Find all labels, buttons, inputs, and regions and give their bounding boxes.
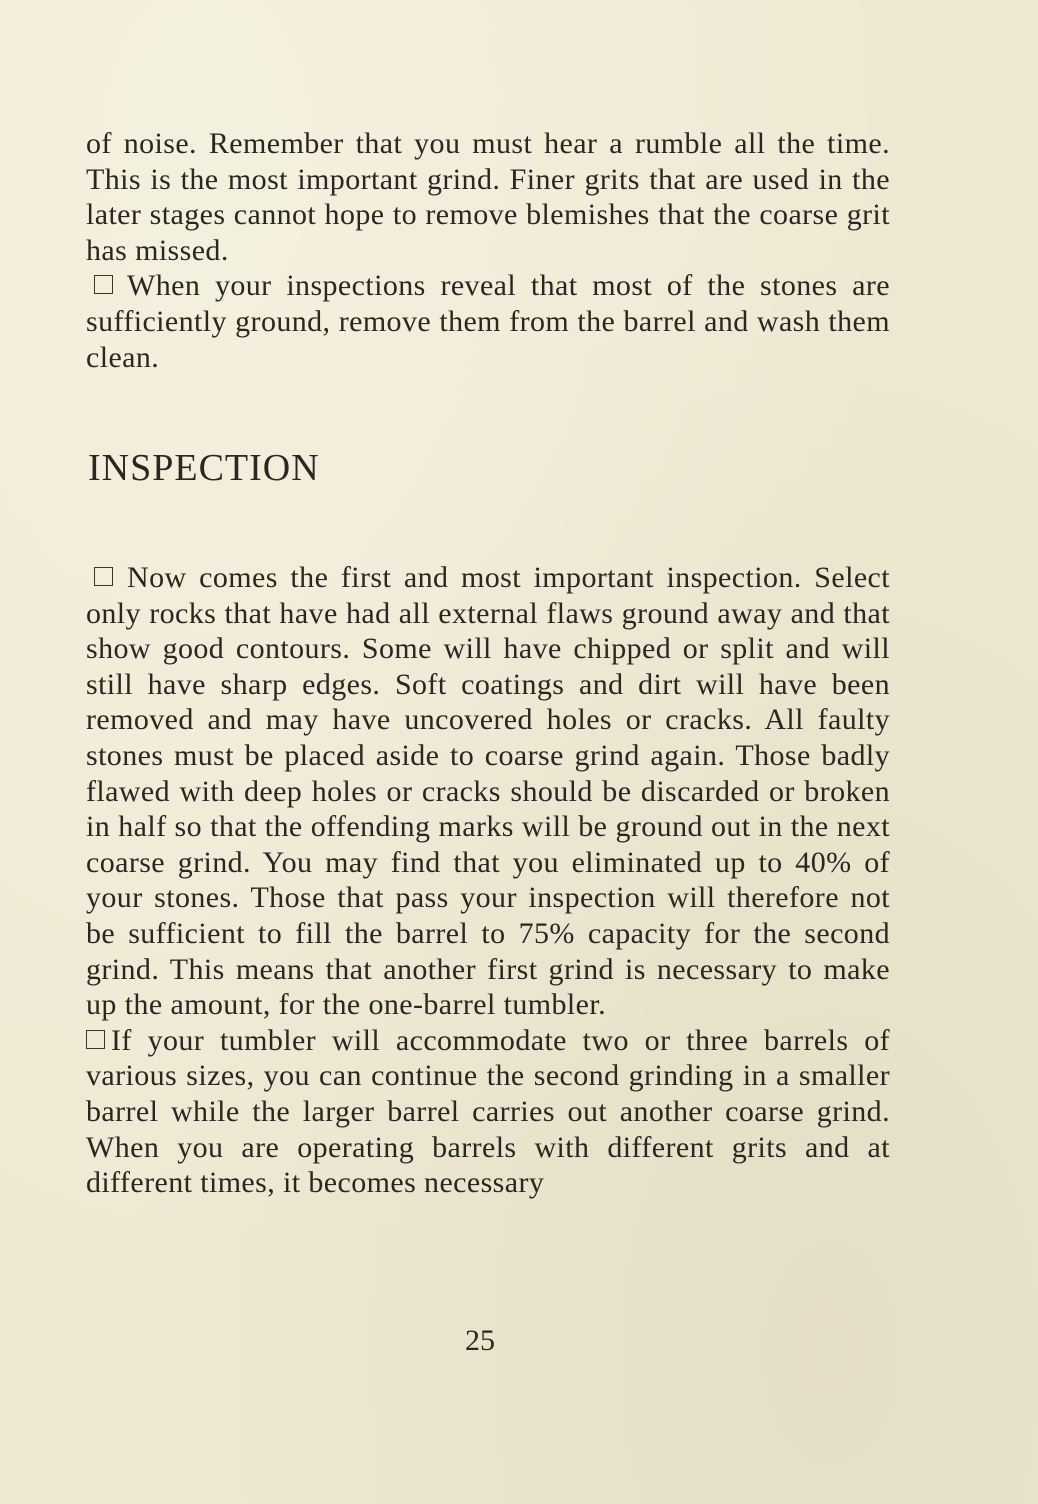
page-number: 25 <box>465 1324 495 1357</box>
paragraph-text: Now comes the first and most important inspection. Select only rocks that have had all external flaws ground away and that show good contours. Some will have chipped or split and will still have sharp edges. Soft coatings and dirt will have been removed and may have uncovered holes or cracks. All faulty stones must be placed aside to coarse grind again. Those badly flawed with deep holes or cracks should be discarded or broken in half so that the offending marks will be ground out in the next coarse grind. You may find that you eliminated up to 40% of your stones. Those that pass your inspection will therefore not be sufficient to fill the barrel to 75% capacity for the second grind. This means that another first grind is necessary to make up the amount, for the one-barrel tumbler. <box>86 561 890 1022</box>
text-block-top <box>86 126 890 375</box>
paragraph-text: of noise. Remember that you must hear a rumble all the time. This is the most important grind. Finer grits that are used in the later stages cannot hope to remove blemishes that the coarse grit has missed. <box>86 127 890 267</box>
paragraph-continuation <box>86 126 890 268</box>
checkbox-icon <box>86 1030 105 1049</box>
paragraph-checklist <box>86 268 890 375</box>
paragraph-text: If your tumbler will accommodate two or three barrels of various sizes, you can continue the second grinding in a smaller barrel while the larger barrel carries out another coarse grind. When you are operating barrels with different grits and at different times, it becomes necessary <box>86 1023 890 1200</box>
paragraph-text: When your inspections reveal that most of the stones are sufficiently ground, remove them from the barrel and wash them clean. <box>86 269 890 374</box>
checkbox-icon <box>94 275 113 294</box>
checkbox-icon <box>94 567 113 586</box>
paragraph-checklist <box>86 1023 890 1201</box>
text-block-main <box>86 560 890 1201</box>
section-heading: INSPECTION <box>88 447 320 489</box>
paragraph-checklist <box>86 560 890 1023</box>
